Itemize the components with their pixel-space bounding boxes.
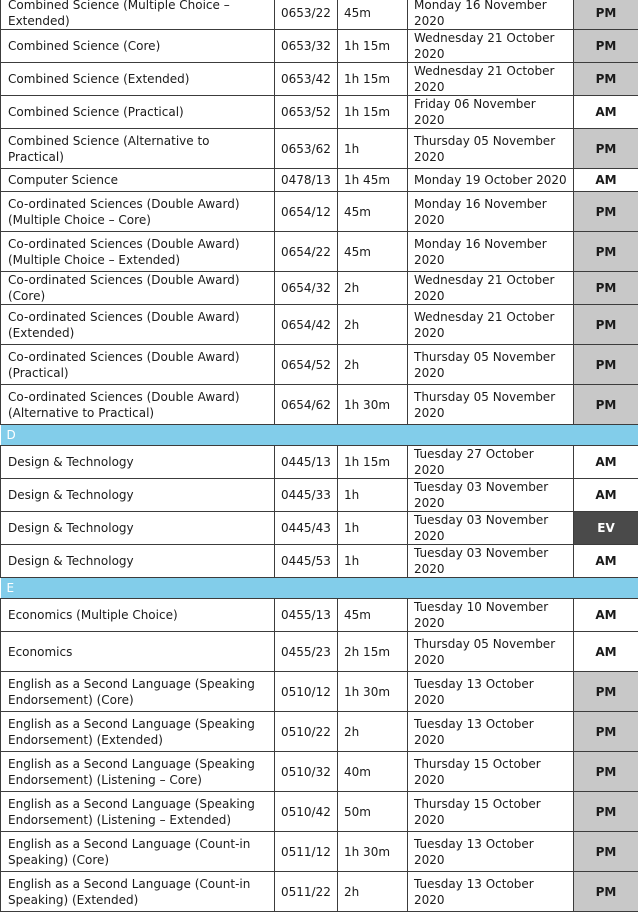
component-code: 0654/12 xyxy=(275,192,338,232)
component-code: 0445/13 xyxy=(275,446,338,479)
subject-cell: Co-ordinated Sciences (Double Award) (Practical) xyxy=(1,345,275,385)
component-code: 0654/52 xyxy=(275,345,338,385)
duration-cell: 45m xyxy=(338,599,408,632)
date-cell: Monday 16 November 2020 xyxy=(408,232,574,272)
table-row xyxy=(1,30,638,63)
table-row xyxy=(1,96,638,129)
table-row xyxy=(1,632,638,672)
date-cell: Thursday 05 November 2020 xyxy=(408,632,574,672)
component-code: 0510/22 xyxy=(275,712,338,752)
section-letter-row xyxy=(1,578,638,599)
date-cell: Thursday 05 November 2020 xyxy=(408,385,574,425)
session-badge: AM xyxy=(574,632,638,672)
session-badge: PM xyxy=(574,385,638,425)
table-row xyxy=(1,129,638,169)
date-cell: Tuesday 13 October 2020 xyxy=(408,712,574,752)
table-row xyxy=(1,345,638,385)
subject-cell: Co-ordinated Sciences (Double Award) (Extended) xyxy=(1,305,275,345)
date-cell: Wednesday 21 October 2020 xyxy=(408,63,574,96)
duration-cell: 2h xyxy=(338,712,408,752)
date-cell: Tuesday 13 October 2020 xyxy=(408,672,574,712)
duration-cell: 1h 30m xyxy=(338,672,408,712)
duration-cell: 1h xyxy=(338,545,408,578)
session-badge: EV xyxy=(574,512,638,545)
duration-cell: 1h 30m xyxy=(338,832,408,872)
table-row xyxy=(1,792,638,832)
duration-cell: 1h xyxy=(338,512,408,545)
duration-cell: 45m xyxy=(338,192,408,232)
session-badge: PM xyxy=(574,272,638,305)
session-badge: PM xyxy=(574,129,638,169)
duration-cell: 1h 15m xyxy=(338,63,408,96)
session-badge: PM xyxy=(574,63,638,96)
date-cell: Tuesday 03 November 2020 xyxy=(408,512,574,545)
subject-cell: Co-ordinated Sciences (Double Award) (Multiple Choice – Core) xyxy=(1,192,275,232)
table-row xyxy=(1,0,638,30)
component-code: 0445/53 xyxy=(275,545,338,578)
table-row xyxy=(1,599,638,632)
date-cell: Tuesday 13 October 2020 xyxy=(408,872,574,912)
component-code: 0510/32 xyxy=(275,752,338,792)
table-row xyxy=(1,512,638,545)
component-code: 0654/42 xyxy=(275,305,338,345)
component-code: 0455/23 xyxy=(275,632,338,672)
session-badge: PM xyxy=(574,305,638,345)
duration-cell: 1h 45m xyxy=(338,169,408,192)
component-code: 0654/22 xyxy=(275,232,338,272)
session-badge: AM xyxy=(574,479,638,512)
subject-cell: English as a Second Language (Speaking Endorsement) (Core) xyxy=(1,672,275,712)
section-letter: D xyxy=(1,425,638,446)
table-row xyxy=(1,672,638,712)
subject-cell: Economics xyxy=(1,632,275,672)
date-cell: Tuesday 03 November 2020 xyxy=(408,545,574,578)
date-cell: Thursday 05 November 2020 xyxy=(408,129,574,169)
component-code: 0653/22 xyxy=(275,0,338,30)
duration-cell: 2h xyxy=(338,272,408,305)
session-badge: PM xyxy=(574,872,638,912)
subject-cell: Economics (Multiple Choice) xyxy=(1,599,275,632)
subject-cell: English as a Second Language (Speaking Endorsement) (Listening – Extended) xyxy=(1,792,275,832)
table-row xyxy=(1,169,638,192)
session-badge: PM xyxy=(574,0,638,30)
table-row xyxy=(1,832,638,872)
table-row xyxy=(1,272,638,305)
component-code: 0478/13 xyxy=(275,169,338,192)
table-row xyxy=(1,385,638,425)
session-badge: PM xyxy=(574,232,638,272)
table-row xyxy=(1,872,638,912)
subject-cell: Combined Science (Alternative to Practical) xyxy=(1,129,275,169)
component-code: 0445/33 xyxy=(275,479,338,512)
duration-cell: 1h xyxy=(338,129,408,169)
date-cell: Tuesday 10 November 2020 xyxy=(408,599,574,632)
subject-cell: English as a Second Language (Speaking Endorsement) (Listening – Core) xyxy=(1,752,275,792)
table-row xyxy=(1,446,638,479)
session-badge: PM xyxy=(574,192,638,232)
subject-cell: Design & Technology xyxy=(1,479,275,512)
component-code: 0653/52 xyxy=(275,96,338,129)
date-cell: Wednesday 21 October 2020 xyxy=(408,305,574,345)
subject-cell: English as a Second Language (Count-in Speaking) (Extended) xyxy=(1,872,275,912)
table-row xyxy=(1,479,638,512)
timetable-body xyxy=(1,0,638,912)
table-row xyxy=(1,305,638,345)
table-row xyxy=(1,545,638,578)
component-code: 0445/43 xyxy=(275,512,338,545)
subject-cell: Co-ordinated Sciences (Double Award) (Alternative to Practical) xyxy=(1,385,275,425)
subject-cell: Combined Science (Practical) xyxy=(1,96,275,129)
date-cell: Tuesday 03 November 2020 xyxy=(408,479,574,512)
session-badge: AM xyxy=(574,169,638,192)
date-cell: Friday 06 November 2020 xyxy=(408,96,574,129)
duration-cell: 1h xyxy=(338,479,408,512)
component-code: 0653/62 xyxy=(275,129,338,169)
component-code: 0511/22 xyxy=(275,872,338,912)
duration-cell: 1h 15m xyxy=(338,30,408,63)
session-badge: AM xyxy=(574,446,638,479)
component-code: 0654/62 xyxy=(275,385,338,425)
component-code: 0510/42 xyxy=(275,792,338,832)
session-badge: PM xyxy=(574,30,638,63)
subject-cell: English as a Second Language (Speaking Endorsement) (Extended) xyxy=(1,712,275,752)
duration-cell: 2h 15m xyxy=(338,632,408,672)
subject-cell: Design & Technology xyxy=(1,512,275,545)
component-code: 0653/32 xyxy=(275,30,338,63)
subject-cell: Combined Science (Multiple Choice – Extended) xyxy=(1,0,275,30)
table-row xyxy=(1,232,638,272)
date-cell: Monday 16 November 2020 xyxy=(408,0,574,30)
session-badge: PM xyxy=(574,792,638,832)
session-badge: PM xyxy=(574,712,638,752)
subject-cell: Co-ordinated Sciences (Double Award) (Core) xyxy=(1,272,275,305)
duration-cell: 50m xyxy=(338,792,408,832)
duration-cell: 45m xyxy=(338,0,408,30)
duration-cell: 45m xyxy=(338,232,408,272)
subject-cell: Design & Technology xyxy=(1,545,275,578)
duration-cell: 1h 15m xyxy=(338,96,408,129)
date-cell: Tuesday 27 October 2020 xyxy=(408,446,574,479)
table-row xyxy=(1,752,638,792)
duration-cell: 2h xyxy=(338,345,408,385)
component-code: 0511/12 xyxy=(275,832,338,872)
subject-cell: Co-ordinated Sciences (Double Award) (Multiple Choice – Extended) xyxy=(1,232,275,272)
session-badge: PM xyxy=(574,752,638,792)
table-row xyxy=(1,192,638,232)
session-badge: PM xyxy=(574,672,638,712)
duration-cell: 1h 30m xyxy=(338,385,408,425)
table-row xyxy=(1,712,638,752)
section-letter-row xyxy=(1,425,638,446)
duration-cell: 2h xyxy=(338,872,408,912)
session-badge: AM xyxy=(574,599,638,632)
date-cell: Wednesday 21 October 2020 xyxy=(408,272,574,305)
duration-cell: 2h xyxy=(338,305,408,345)
date-cell: Monday 16 November 2020 xyxy=(408,192,574,232)
duration-cell: 1h 15m xyxy=(338,446,408,479)
session-badge: PM xyxy=(574,345,638,385)
date-cell: Tuesday 13 October 2020 xyxy=(408,832,574,872)
section-letter: E xyxy=(1,578,638,599)
subject-cell: English as a Second Language (Count-in Speaking) (Core) xyxy=(1,832,275,872)
table-row xyxy=(1,63,638,96)
duration-cell: 40m xyxy=(338,752,408,792)
subject-cell: Design & Technology xyxy=(1,446,275,479)
subject-cell: Combined Science (Core) xyxy=(1,30,275,63)
component-code: 0510/12 xyxy=(275,672,338,712)
component-code: 0654/32 xyxy=(275,272,338,305)
date-cell: Thursday 05 November 2020 xyxy=(408,345,574,385)
date-cell: Thursday 15 October 2020 xyxy=(408,792,574,832)
component-code: 0653/42 xyxy=(275,63,338,96)
date-cell: Monday 19 October 2020 xyxy=(408,169,574,192)
session-badge: AM xyxy=(574,545,638,578)
date-cell: Thursday 15 October 2020 xyxy=(408,752,574,792)
component-code: 0455/13 xyxy=(275,599,338,632)
date-cell: Wednesday 21 October 2020 xyxy=(408,30,574,63)
subject-cell: Combined Science (Extended) xyxy=(1,63,275,96)
session-badge: PM xyxy=(574,832,638,872)
subject-cell: Computer Science xyxy=(1,169,275,192)
session-badge: AM xyxy=(574,96,638,129)
